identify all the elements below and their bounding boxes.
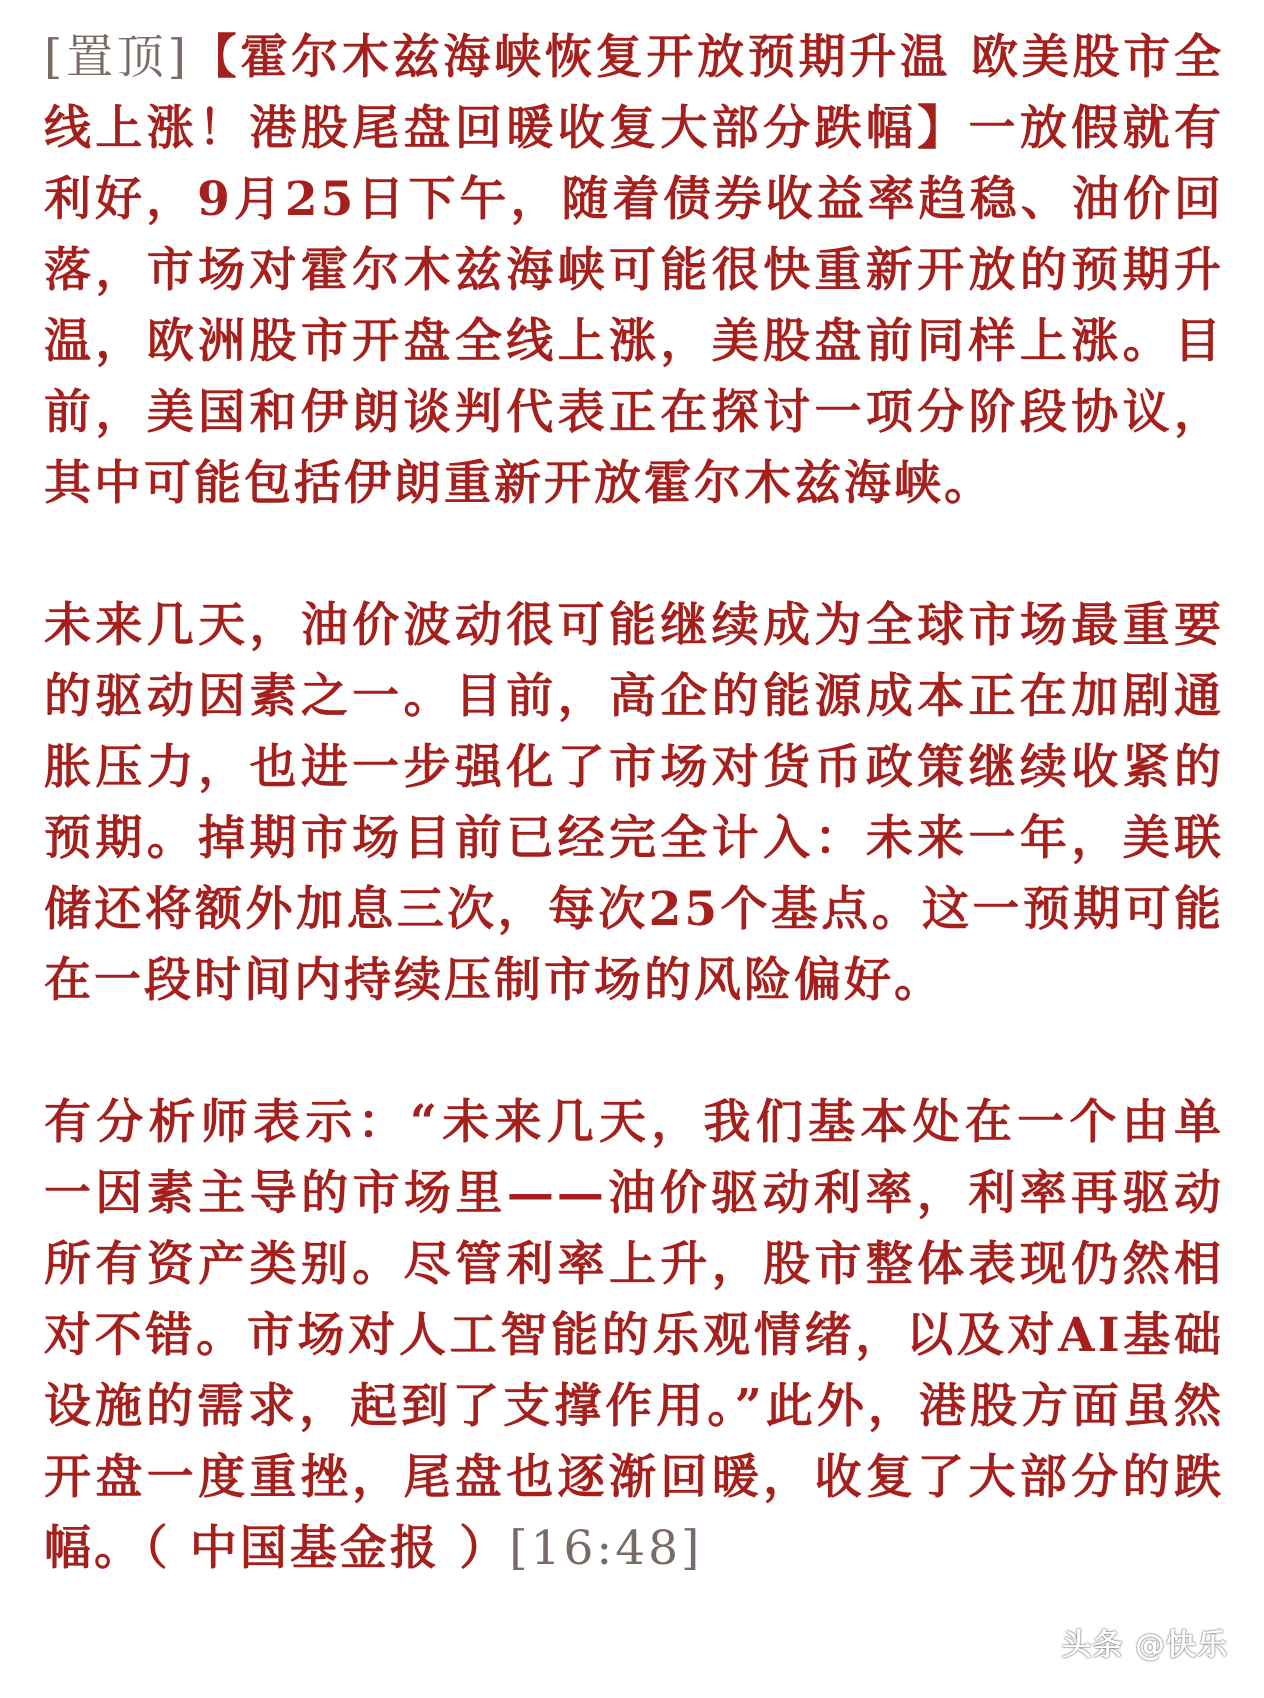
article-body: [44, 22, 1224, 1584]
paragraph-1-text: 一放假就有利好，9月25日下午，随着债券收益率趋稳、油价回落，市场对霍尔木兹海峡可能很快重新开放的预期升温，欧洲股市开盘全线上涨，美股盘前同样上涨。目前，美国和伊朗谈判代表正在探讨一项分阶段协议，其中可能包括伊朗重新开放霍尔木兹海峡。: [44, 101, 1225, 511]
paragraph-2: 未来几天，油价波动很可能继续成为全球市场最重要的驱动因素之一。目前，高企的能源成本正在加剧通胀压力，也进一步强化了市场对货币政策继续收紧的预期。掉期市场目前已经完全计入：未来一年，美联储还将额外加息三次，每次25个基点。这一预期可能在一段时间内持续压制市场的风险偏好。: [44, 598, 1224, 1008]
headline: 【霍尔木兹海峡恢复开放预期升温 欧美股市全线上涨！港股尾盘回暖收复大部分跌幅】: [44, 30, 1224, 156]
watermark: 头条 @快乐: [1061, 1628, 1228, 1663]
paragraph-3-text: 有分析师表示：“未来几天，我们基本处在一个由单一因素主导的市场里——油价驱动利率，利率再驱动所有资产类别。尽管利率上升，股市整体表现仍然相对不错。市场对人工智能的乐观情绪，以及对AI基础设施的需求，起到了支撑作用。”此外，港股方面虽然开盘一度重挫，尾盘也逐渐回暖，收复了大部分的跌幅。: [44, 1095, 1224, 1576]
source-name: （ 中国基金报 ）: [144, 1521, 510, 1576]
paragraph-3: [44, 1087, 1224, 1584]
paragraph-1: [44, 22, 1224, 519]
timestamp: [16:48]: [509, 1521, 703, 1576]
pinned-tag: [置顶]: [44, 30, 189, 85]
